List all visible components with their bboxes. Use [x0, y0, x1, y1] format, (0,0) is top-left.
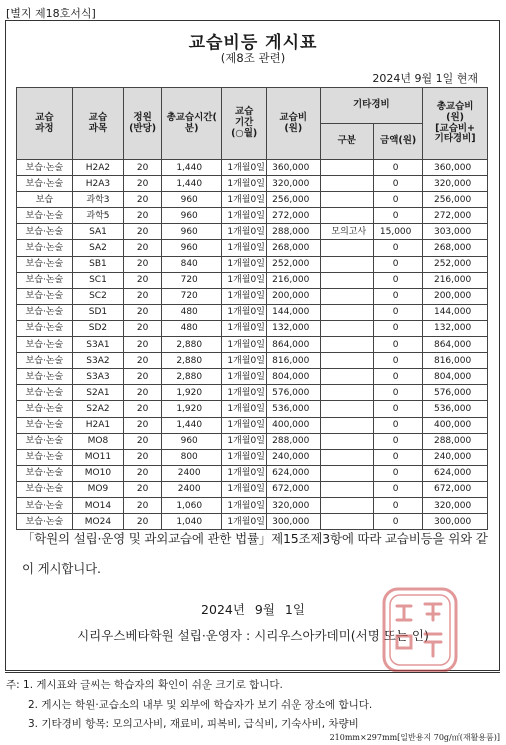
cell-subject: SA1 — [72, 224, 123, 240]
cell-course: 보습·논술 — [17, 256, 73, 272]
notes — [6, 676, 372, 735]
cell-period: 1개월0일 — [222, 385, 267, 401]
header-other-costs: 기타경비 — [320, 88, 423, 124]
cell-total: 256,000 — [423, 192, 488, 208]
cell-hours: 1,440 — [162, 417, 222, 433]
cell-amount: 15,000 — [374, 224, 423, 240]
cell-amount: 0 — [374, 497, 423, 513]
note-1: 주: 1. 게시표와 글씨는 학습자의 확인이 쉬운 크기로 합니다. — [6, 679, 283, 691]
cell-kind — [320, 401, 374, 417]
cell-capacity: 20 — [124, 369, 162, 385]
cell-kind — [320, 208, 374, 224]
cell-tuition: 864,000 — [266, 337, 320, 353]
cell-subject: MO8 — [72, 433, 123, 449]
cell-kind — [320, 449, 374, 465]
cell-period: 1개월0일 — [222, 401, 267, 417]
cell-course: 보습·논술 — [17, 353, 73, 369]
cell-course: 보습·논술 — [17, 401, 73, 417]
cell-total: 816,000 — [423, 353, 488, 369]
cell-capacity: 20 — [124, 304, 162, 320]
cell-subject: SD1 — [72, 304, 123, 320]
cell-tuition: 320,000 — [266, 176, 320, 192]
cell-capacity: 20 — [124, 176, 162, 192]
cell-tuition: 272,000 — [266, 208, 320, 224]
header-total-hours: 총교습시간( 분) — [162, 88, 222, 160]
cell-amount: 0 — [374, 272, 423, 288]
cell-hours: 480 — [162, 304, 222, 320]
cell-kind — [320, 176, 374, 192]
cell-total: 536,000 — [423, 401, 488, 417]
header-capacity: 정원 (반당) — [124, 88, 162, 160]
cell-total: 576,000 — [423, 385, 488, 401]
cell-subject: SA2 — [72, 240, 123, 256]
header-period: 교습 기간 (○월) — [222, 88, 267, 160]
cell-amount: 0 — [374, 192, 423, 208]
cell-kind: 모의고사 — [320, 224, 374, 240]
cell-course: 보습·논술 — [17, 497, 73, 513]
table-row — [17, 272, 488, 288]
cell-subject: H2A2 — [72, 160, 123, 176]
cell-subject: 과학3 — [72, 192, 123, 208]
header-course: 교습 과정 — [17, 88, 73, 160]
cell-amount: 0 — [374, 240, 423, 256]
cell-capacity: 20 — [124, 240, 162, 256]
cell-capacity: 20 — [124, 256, 162, 272]
cell-hours: 1,040 — [162, 514, 222, 530]
cell-kind — [320, 353, 374, 369]
table-row — [17, 385, 488, 401]
table-row — [17, 256, 488, 272]
cell-tuition: 624,000 — [266, 465, 320, 481]
cell-tuition: 300,000 — [266, 514, 320, 530]
cell-hours: 840 — [162, 256, 222, 272]
table-row — [17, 497, 488, 513]
cell-hours: 960 — [162, 240, 222, 256]
cell-kind — [320, 417, 374, 433]
cell-amount: 0 — [374, 481, 423, 497]
signer-line: 시리우스베타학원 설립·운영자 : 시리우스아카데미(서명 또는 인) — [77, 628, 429, 643]
cell-amount: 0 — [374, 433, 423, 449]
cell-kind — [320, 272, 374, 288]
cell-total: 144,000 — [423, 304, 488, 320]
cell-kind — [320, 240, 374, 256]
cell-amount: 0 — [374, 514, 423, 530]
cell-course: 보습·논술 — [17, 224, 73, 240]
cell-subject: S3A3 — [72, 369, 123, 385]
cell-tuition: 252,000 — [266, 256, 320, 272]
cell-capacity: 20 — [124, 192, 162, 208]
cell-course: 보습·논술 — [17, 272, 73, 288]
cell-amount: 0 — [374, 176, 423, 192]
cell-amount: 0 — [374, 353, 423, 369]
table-row — [17, 465, 488, 481]
cell-subject: 과학5 — [72, 208, 123, 224]
cell-course: 보습·논술 — [17, 176, 73, 192]
cell-capacity: 20 — [124, 497, 162, 513]
cell-tuition: 268,000 — [266, 240, 320, 256]
cell-subject: MO9 — [72, 481, 123, 497]
cell-kind — [320, 369, 374, 385]
cell-total: 360,000 — [423, 160, 488, 176]
header-total: 총교습비 (원) [교습비+ 기타경비] — [423, 88, 488, 160]
cell-capacity: 20 — [124, 514, 162, 530]
cell-capacity: 20 — [124, 465, 162, 481]
cell-capacity: 20 — [124, 353, 162, 369]
cell-total: 320,000 — [423, 497, 488, 513]
table-row — [17, 449, 488, 465]
cell-amount: 0 — [374, 208, 423, 224]
cell-subject: MO10 — [72, 465, 123, 481]
cell-subject: S3A1 — [72, 337, 123, 353]
cell-hours: 960 — [162, 224, 222, 240]
fee-table — [16, 87, 488, 530]
cell-period: 1개월0일 — [222, 256, 267, 272]
cell-amount: 0 — [374, 160, 423, 176]
cell-course: 보습·논술 — [17, 449, 73, 465]
official-seal — [381, 586, 459, 674]
cell-tuition: 320,000 — [266, 497, 320, 513]
cell-kind — [320, 465, 374, 481]
table-row — [17, 353, 488, 369]
cell-total: 672,000 — [423, 481, 488, 497]
cell-total: 400,000 — [423, 417, 488, 433]
note-3: 3. 기타경비 항목: 모의고사비, 재료비, 피복비, 급식비, 기숙사비, 차량비 — [28, 718, 359, 730]
cell-amount: 0 — [374, 320, 423, 336]
cell-course: 보습·논술 — [17, 240, 73, 256]
cell-tuition: 400,000 — [266, 417, 320, 433]
cell-course: 보습·논술 — [17, 433, 73, 449]
document-subtitle: (제8조 관련) — [220, 51, 286, 65]
cell-course: 보습·논술 — [17, 304, 73, 320]
cell-subject: SD2 — [72, 320, 123, 336]
cell-course: 보습·논술 — [17, 160, 73, 176]
header-subject: 교습 과목 — [72, 88, 123, 160]
cell-hours: 960 — [162, 192, 222, 208]
cell-course: 보습·논술 — [17, 481, 73, 497]
cell-hours: 800 — [162, 449, 222, 465]
cell-total: 132,000 — [423, 320, 488, 336]
cell-hours: 960 — [162, 208, 222, 224]
cell-total: 303,000 — [423, 224, 488, 240]
cell-course: 보습·논술 — [17, 385, 73, 401]
cell-hours: 1,440 — [162, 176, 222, 192]
cell-hours: 1,920 — [162, 385, 222, 401]
cell-hours: 1,920 — [162, 401, 222, 417]
cell-period: 1개월0일 — [222, 272, 267, 288]
cell-period: 1개월0일 — [222, 337, 267, 353]
cell-capacity: 20 — [124, 160, 162, 176]
table-row — [17, 304, 488, 320]
form-number: [별지 제18호서식] — [6, 7, 96, 20]
cell-course: 보습·논술 — [17, 320, 73, 336]
cell-hours: 2,880 — [162, 353, 222, 369]
table-row — [17, 224, 488, 240]
cell-course: 보습·논술 — [17, 288, 73, 304]
cell-course: 보습·논술 — [17, 514, 73, 530]
cell-kind — [320, 433, 374, 449]
cell-total: 240,000 — [423, 449, 488, 465]
cell-amount: 0 — [374, 288, 423, 304]
cell-total: 300,000 — [423, 514, 488, 530]
cell-hours: 2400 — [162, 465, 222, 481]
cell-subject: MO14 — [72, 497, 123, 513]
cell-period: 1개월0일 — [222, 176, 267, 192]
cell-subject: S2A1 — [72, 385, 123, 401]
cell-capacity: 20 — [124, 433, 162, 449]
table-row — [17, 481, 488, 497]
cell-capacity: 20 — [124, 272, 162, 288]
cell-tuition: 288,000 — [266, 433, 320, 449]
cell-amount: 0 — [374, 337, 423, 353]
cell-amount: 0 — [374, 465, 423, 481]
cell-total: 624,000 — [423, 465, 488, 481]
cell-tuition: 360,000 — [266, 160, 320, 176]
cell-subject: S2A2 — [72, 401, 123, 417]
cell-tuition: 240,000 — [266, 449, 320, 465]
header-cost-kind: 구분 — [320, 124, 374, 160]
cell-capacity: 20 — [124, 208, 162, 224]
cell-amount: 0 — [374, 304, 423, 320]
header-tuition: 교습비 (원) — [266, 88, 320, 160]
cell-course: 보습·논술 — [17, 208, 73, 224]
table-row — [17, 417, 488, 433]
cell-period: 1개월0일 — [222, 465, 267, 481]
cell-period: 1개월0일 — [222, 288, 267, 304]
cell-tuition: 256,000 — [266, 192, 320, 208]
cell-period: 1개월0일 — [222, 449, 267, 465]
cell-period: 1개월0일 — [222, 481, 267, 497]
cell-capacity: 20 — [124, 401, 162, 417]
as-of-date: 2024년 9월 1일 현재 — [372, 72, 478, 85]
cell-subject: SB1 — [72, 256, 123, 272]
cell-tuition: 816,000 — [266, 353, 320, 369]
paper-spec: 210mm×297mm[일반용지 70g/㎡(재활용품)] — [329, 733, 500, 742]
cell-hours: 720 — [162, 288, 222, 304]
cell-course: 보습·논술 — [17, 465, 73, 481]
cell-amount: 0 — [374, 449, 423, 465]
cell-tuition: 144,000 — [266, 304, 320, 320]
cell-amount: 0 — [374, 385, 423, 401]
cell-total: 864,000 — [423, 337, 488, 353]
cell-period: 1개월0일 — [222, 369, 267, 385]
cell-period: 1개월0일 — [222, 514, 267, 530]
cell-subject: SC2 — [72, 288, 123, 304]
cell-period: 1개월0일 — [222, 497, 267, 513]
cell-tuition: 132,000 — [266, 320, 320, 336]
cell-total: 200,000 — [423, 288, 488, 304]
cell-subject: SC1 — [72, 272, 123, 288]
document-title: 교습비등 게시표 — [188, 33, 318, 53]
cell-tuition: 288,000 — [266, 224, 320, 240]
cell-total: 804,000 — [423, 369, 488, 385]
cell-total: 268,000 — [423, 240, 488, 256]
posting-statement: 「학원의 설립·운영 및 과외교습에 관한 법률」제15조제3항에 따라 교습비등을 위와 같이 게시합니다. — [22, 531, 488, 576]
cell-period: 1개월0일 — [222, 192, 267, 208]
cell-course: 보습·논술 — [17, 369, 73, 385]
table-row — [17, 176, 488, 192]
table-row — [17, 192, 488, 208]
cell-period: 1개월0일 — [222, 433, 267, 449]
cell-tuition: 576,000 — [266, 385, 320, 401]
cell-kind — [320, 320, 374, 336]
table-row — [17, 337, 488, 353]
cell-period: 1개월0일 — [222, 224, 267, 240]
cell-kind — [320, 385, 374, 401]
cell-subject: MO24 — [72, 514, 123, 530]
cell-total: 272,000 — [423, 208, 488, 224]
cell-kind — [320, 288, 374, 304]
cell-hours: 1,440 — [162, 160, 222, 176]
cell-amount: 0 — [374, 256, 423, 272]
cell-period: 1개월0일 — [222, 353, 267, 369]
cell-tuition: 804,000 — [266, 369, 320, 385]
cell-amount: 0 — [374, 417, 423, 433]
table-row — [17, 369, 488, 385]
cell-capacity: 20 — [124, 481, 162, 497]
cell-kind — [320, 192, 374, 208]
cell-hours: 960 — [162, 433, 222, 449]
cell-course: 보습·논술 — [17, 337, 73, 353]
cell-subject: H2A3 — [72, 176, 123, 192]
cell-hours: 1,060 — [162, 497, 222, 513]
cell-course: 보습 — [17, 192, 73, 208]
signature-date: 2024년 9월 1일 — [201, 602, 305, 617]
cell-tuition: 536,000 — [266, 401, 320, 417]
cell-amount: 0 — [374, 369, 423, 385]
cell-period: 1개월0일 — [222, 320, 267, 336]
cell-hours: 2,880 — [162, 369, 222, 385]
cell-kind — [320, 497, 374, 513]
cell-hours: 720 — [162, 272, 222, 288]
table-row — [17, 401, 488, 417]
cell-kind — [320, 256, 374, 272]
cell-course: 보습·논술 — [17, 417, 73, 433]
cell-capacity: 20 — [124, 337, 162, 353]
cell-tuition: 216,000 — [266, 272, 320, 288]
table-row — [17, 160, 488, 176]
cell-period: 1개월0일 — [222, 160, 267, 176]
footer-divider — [5, 672, 500, 673]
cell-kind — [320, 304, 374, 320]
cell-capacity: 20 — [124, 224, 162, 240]
cell-hours: 2,880 — [162, 337, 222, 353]
cell-capacity: 20 — [124, 449, 162, 465]
cell-capacity: 20 — [124, 385, 162, 401]
cell-hours: 480 — [162, 320, 222, 336]
table-row — [17, 320, 488, 336]
cell-kind — [320, 160, 374, 176]
table-row — [17, 288, 488, 304]
cell-total: 320,000 — [423, 176, 488, 192]
cell-tuition: 200,000 — [266, 288, 320, 304]
cell-period: 1개월0일 — [222, 417, 267, 433]
note-2: 2. 게시는 학원·교습소의 내부 및 외부에 학습자가 보기 쉬운 장소에 합니다. — [28, 698, 373, 711]
cell-capacity: 20 — [124, 417, 162, 433]
cell-total: 216,000 — [423, 272, 488, 288]
cell-period: 1개월0일 — [222, 304, 267, 320]
cell-capacity: 20 — [124, 288, 162, 304]
cell-subject: MO11 — [72, 449, 123, 465]
cell-subject: S3A2 — [72, 353, 123, 369]
table-row — [17, 433, 488, 449]
cell-period: 1개월0일 — [222, 208, 267, 224]
cell-period: 1개월0일 — [222, 240, 267, 256]
cell-capacity: 20 — [124, 320, 162, 336]
cell-tuition: 672,000 — [266, 481, 320, 497]
cell-hours: 2400 — [162, 481, 222, 497]
header-cost-amount: 금액(원) — [374, 124, 423, 160]
table-row — [17, 208, 488, 224]
cell-total: 288,000 — [423, 433, 488, 449]
cell-total: 252,000 — [423, 256, 488, 272]
table-row — [17, 240, 488, 256]
cell-amount: 0 — [374, 401, 423, 417]
cell-kind — [320, 337, 374, 353]
cell-kind — [320, 481, 374, 497]
cell-subject: H2A1 — [72, 417, 123, 433]
